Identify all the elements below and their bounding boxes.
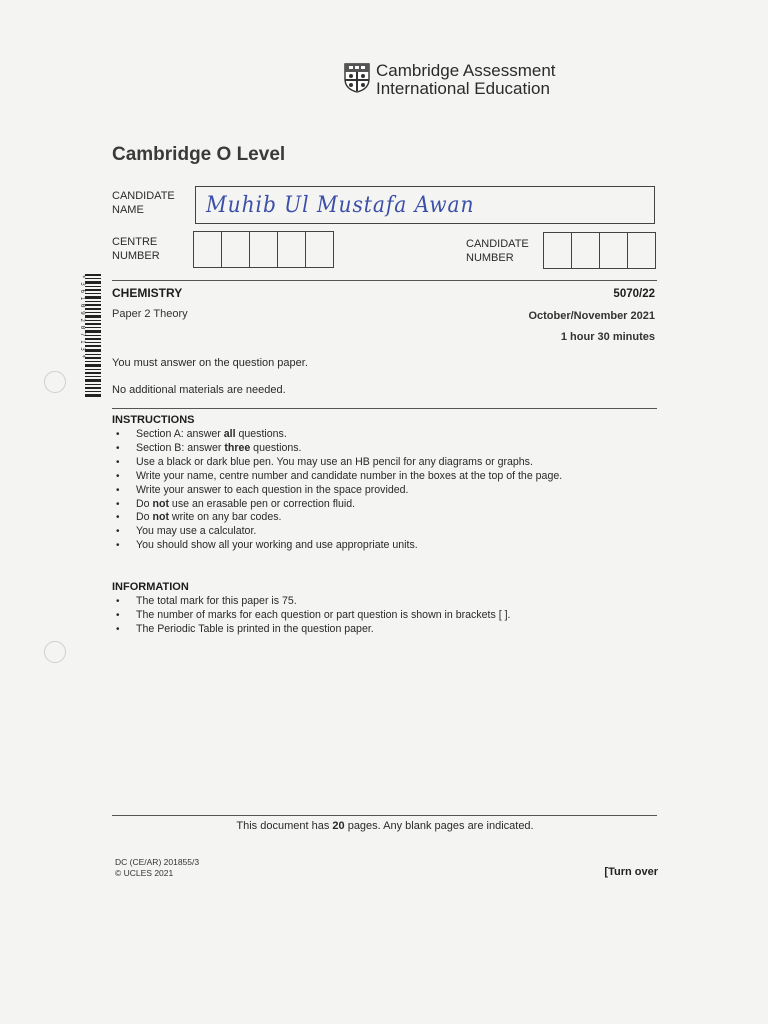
instruction-item: • Section A: answer all questions. — [112, 428, 562, 442]
document-reference — [115, 857, 199, 879]
digit-box[interactable] — [222, 232, 250, 267]
instruction-item: • Do not use an erasable pen or correction fluid. — [112, 498, 562, 512]
digit-box[interactable] — [600, 233, 628, 268]
digit-box[interactable] — [544, 233, 572, 268]
page-count-note: This document has 20 pages. Any blank pages are indicated. — [236, 820, 534, 832]
centre-number-boxes[interactable] — [193, 231, 334, 268]
digit-box[interactable] — [306, 232, 333, 267]
instruction-item: • Do not write on any bar codes. — [112, 511, 562, 525]
instruction-item: • You should show all your working and use appropriate units. — [112, 539, 562, 553]
instruction-item: • Write your answer to each question in the space provided. — [112, 484, 562, 498]
punch-hole — [44, 371, 66, 393]
information-list — [112, 595, 511, 637]
instructions-heading: INSTRUCTIONS — [112, 414, 195, 426]
digit-box[interactable] — [278, 232, 306, 267]
turn-over-note: [Turn over — [604, 866, 658, 878]
candidate-name-handwriting: Muhib Ul Mustafa Awan — [206, 193, 475, 218]
qualification-title: Cambridge O Level — [112, 144, 286, 165]
candidate-number-label: CANDIDATE NUMBER — [466, 238, 529, 264]
logo-line-2: International Education — [376, 79, 550, 98]
exam-session: October/November 2021 — [528, 310, 655, 322]
exam-duration: 1 hour 30 minutes — [560, 331, 655, 343]
candidate-number-boxes[interactable] — [543, 232, 656, 269]
digit-box[interactable] — [572, 233, 600, 268]
information-heading: INFORMATION — [112, 581, 189, 593]
cambridge-crest-logo — [344, 63, 370, 93]
punch-hole — [44, 641, 66, 663]
paper-name: Paper 2 Theory — [112, 308, 188, 320]
information-item: • The Periodic Table is printed in the question paper. — [112, 623, 511, 637]
divider — [112, 408, 657, 409]
information-item: • The total mark for this paper is 75. — [112, 595, 511, 609]
barcode-digits: * 3 6 1 0 9 2 0 7 1 3 * — [79, 275, 86, 359]
instruction-item: • You may use a calculator. — [112, 525, 562, 539]
instruction-item: • Section B: answer three questions. — [112, 442, 562, 456]
information-item: • The number of marks for each question or part question is shown in brackets [ ]. — [112, 609, 511, 623]
barcode-icon — [77, 274, 101, 398]
answer-note: You must answer on the question paper. — [112, 357, 308, 369]
digit-box[interactable] — [250, 232, 278, 267]
centre-number-label: CENTRE NUMBER — [112, 236, 160, 262]
materials-note: No additional materials are needed. — [112, 384, 286, 396]
subject-title: CHEMISTRY — [112, 286, 183, 300]
logo-wordmark — [376, 62, 556, 98]
instruction-item: • Use a black or dark blue pen. You may use an HB pencil for any diagrams or graphs. — [112, 456, 562, 470]
instruction-item: • Write your name, centre number and candidate number in the boxes at the top of the page. — [112, 470, 562, 484]
copyright-text: © UCLES 2021 — [115, 868, 174, 878]
paper-code: 5070/22 — [613, 288, 655, 300]
digit-box[interactable] — [194, 232, 222, 267]
divider — [112, 815, 657, 816]
logo-line-1: Cambridge Assessment — [376, 61, 556, 80]
divider — [112, 280, 657, 281]
doc-ref-code: DC (CE/AR) 201855/3 — [115, 857, 200, 867]
digit-box[interactable] — [628, 233, 655, 268]
candidate-name-label: CANDIDATE NAME — [112, 190, 175, 216]
instructions-list — [112, 428, 562, 553]
